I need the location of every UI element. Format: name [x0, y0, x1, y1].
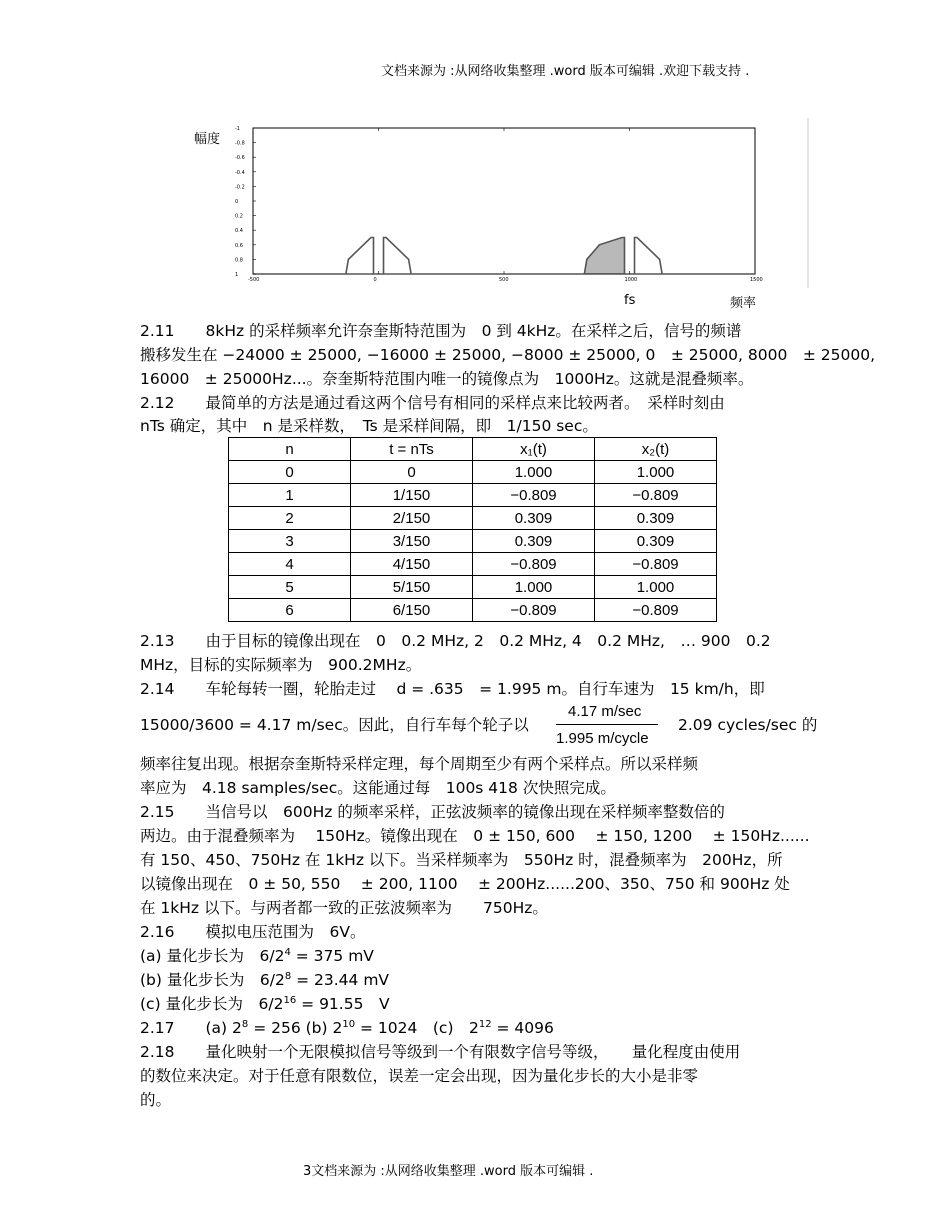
table-row [229, 576, 717, 599]
table-cell: 5/150 [351, 576, 473, 599]
table-cell: 2 [229, 507, 351, 530]
table-cell: 1.000 [473, 461, 595, 484]
paragraph-2-11-line-1: 2.11 8kHz 的采样频率允许奈奎斯特范围为 0 到 4kHz。在采样之后，信号的频谱 [140, 322, 742, 340]
figure-fs-label: fs [624, 293, 636, 308]
y-tick-label: -0.8 [235, 140, 245, 147]
table-cell: −0.809 [595, 484, 717, 507]
paragraph-2-18-line-3: 的。 [140, 1091, 172, 1109]
table-cell: 6 [229, 599, 351, 622]
table-cell: 4 [229, 553, 351, 576]
paragraph-2-15-line-3: 有 150、450、750Hz 在 1kHz 以下。当采样频率为 550Hz 时，混叠频率为 200Hz，所 [140, 851, 783, 869]
paragraph-2-14-line-3: 频率往复出现。根据奈奎斯特采样定理，每个周期至少有两个采样点。所以采样频 [140, 755, 699, 773]
paragraph-2-16-c: (c) 量化步长为 $6/2^{16} = 91.55$ V [140, 994, 390, 1013]
y-tick-label: -0.4 [235, 169, 245, 176]
table-cell: 4/150 [351, 553, 473, 576]
y-tick-label: -0.2 [235, 184, 245, 191]
x-tick-label: 1500 [750, 277, 763, 283]
y-tick-label: 0.2 [235, 213, 243, 220]
y-tick-label: 0.4 [235, 228, 243, 235]
x-tick-label: 500 [499, 277, 509, 283]
table-cell: 1.000 [595, 576, 717, 599]
paragraph-2-11-line-3: 16000 ± 25000Hz...。奈奎斯特范围内唯一的镜像点为 1000Hz。这就是混叠频率。 [140, 370, 754, 388]
table-row [229, 484, 717, 507]
y-tick-label: -0.6 [235, 155, 245, 162]
paragraph-2-15-line-5: 在 1kHz 以下。与两者都一致的正弦波频率为 750Hz。 [140, 899, 548, 917]
table-cell: 6/150 [351, 599, 473, 622]
y-tick-label: 1 [235, 272, 239, 278]
paragraph-2-15-line-2: 两边。由于混叠频率为 150Hz。镜像出现在 0 ± 150, 600 ± 150, 1200 ± 150Hz...... [140, 827, 810, 845]
table-cell: −0.809 [473, 553, 595, 576]
table-header-cell: n [229, 438, 351, 461]
paragraph-2-16-line-1: 2.16 模拟电压范围为 6V。 [140, 923, 366, 941]
table-cell: 3/150 [351, 530, 473, 553]
y-tick-label: -1 [235, 126, 240, 132]
fraction-bar [556, 724, 658, 725]
paragraph-2-13-line-2: MHz，目标的实际频率为 900.2MHz。 [140, 656, 422, 674]
table-cell: 1.000 [595, 461, 717, 484]
table-cell: 5 [229, 576, 351, 599]
x-tick-label: 1000 [624, 277, 638, 283]
table-cell: −0.809 [473, 484, 595, 507]
y-tick-label: 0.6 [235, 242, 243, 249]
spectrum-line-2 [379, 238, 585, 275]
page-header: 文档来源为 :从网络收集整理 .word 版本可编辑 .欢迎下载支持 . [381, 64, 750, 79]
table-cell: 0 [351, 461, 473, 484]
paragraph-2-18-line-1: 2.18 量化映射一个无限模拟信号等级到一个有限数字信号等级， 量化程度由使用 [140, 1043, 741, 1061]
spectrum-chart [220, 118, 820, 288]
paragraph-2-15-line-1: 2.15 当信号以 600Hz 的频率采样，正弦波频率的镜像出现在采样频率整数倍的 [140, 803, 725, 821]
table-cell: 1 [229, 484, 351, 507]
table-cell: 1/150 [351, 484, 473, 507]
paragraph-2-11-line-2: 搬移发生在 −24000 ± 25000, −16000 ± 25000, −8000 ± 25000, 0 ± 25000, 8000 ± 25000, [140, 346, 875, 364]
table-header-cell: t = nTs [351, 438, 473, 461]
table-row [229, 461, 717, 484]
paragraph-2-12-line-2: nTs 确定，其中 n 是采样数， Ts 是采样间隔，即 1/150 sec。 [140, 417, 598, 435]
figure-xlabel: 频率 [730, 296, 757, 311]
paragraph-2-16-b: (b) 量化步长为 $6/2^8 = 23.44$ mV [140, 970, 390, 989]
sampling-table [228, 437, 717, 622]
table-cell: 1.000 [473, 576, 595, 599]
table-cell: 0.309 [473, 530, 595, 553]
paragraph-2-12-line-1: 2.12 最简单的方法是通过看这两个信号有相同的采样点来比较两者。 采样时刻由 [140, 394, 725, 412]
paragraph-2-14-line-4: 率应为 4.18 samples/sec。这能通过每 100s 418 次快照完成。 [140, 779, 616, 797]
paragraph-2-17: 2.17 (a) $2^8 = 256$ (b) $2^{10} = 1024$ (c) $2^{12} = 4096$ [140, 1018, 554, 1037]
table-row [229, 507, 717, 530]
page-footer: 3文档来源为 :从网络收集整理 .word 版本可编辑 . [303, 1164, 594, 1179]
table-cell: 0.309 [473, 507, 595, 530]
paragraph-2-14-line-1: 2.14 车轮每转一圈，轮胎走过 d = .635 = 1.995 m。自行车速为 15 km/h，即 [140, 680, 765, 698]
table-cell: 0.309 [595, 530, 717, 553]
spectrum-line-4 [635, 238, 755, 275]
table-cell: −0.809 [595, 599, 717, 622]
paragraph-2-14-line-2a: 15000/3600 = 4.17 m/sec。因此，自行车每个轮子以 [140, 716, 529, 734]
table-cell: 0 [229, 461, 351, 484]
table-row [229, 599, 717, 622]
table-cell: 0.309 [595, 507, 717, 530]
table-cell: −0.809 [473, 599, 595, 622]
x-tick-label: -500 [248, 277, 260, 283]
y-tick-label: 0.8 [235, 257, 243, 264]
table-header-row [229, 438, 717, 461]
y-tick-label: 0 [235, 199, 239, 205]
table-row [229, 530, 717, 553]
paragraph-2-16-a: (a) 量化步长为 $6/2^4 = 375$ mV [140, 946, 374, 965]
table-header-cell: x₂(t) [595, 438, 717, 461]
paragraph-2-13-line-1: 2.13 由于目标的镜像出现在 0 0.2 MHz, 2 0.2 MHz, 4 0.2 MHz, … 900 0.2 [140, 632, 771, 650]
paragraph-2-14-line-2b: 2.09 cycles/sec 的 [678, 716, 818, 734]
table-cell: −0.809 [595, 553, 717, 576]
table-row [229, 553, 717, 576]
table-cell: 3 [229, 530, 351, 553]
fraction-numerator: 4.17 m/sec [568, 703, 642, 720]
table-cell: 2/150 [351, 507, 473, 530]
fraction-denominator: 1.995 m/cycle [556, 730, 649, 747]
spectrum-line-1 [253, 238, 379, 275]
table-header-cell: x₁(t) [473, 438, 595, 461]
x-tick-label: 0 [373, 277, 377, 283]
paragraph-2-18-line-2: 的数位来决定。对于任意有限数位，误差一定会出现，因为量化步长的大小是非零 [140, 1067, 699, 1085]
paragraph-2-15-line-4: 以镜像出现在 0 ± 50, 550 ± 200, 1100 ± 200Hz......200、350、750 和 900Hz 处 [140, 875, 790, 893]
figure-ylabel: 幅度 [194, 132, 221, 147]
plot-frame [253, 128, 755, 274]
